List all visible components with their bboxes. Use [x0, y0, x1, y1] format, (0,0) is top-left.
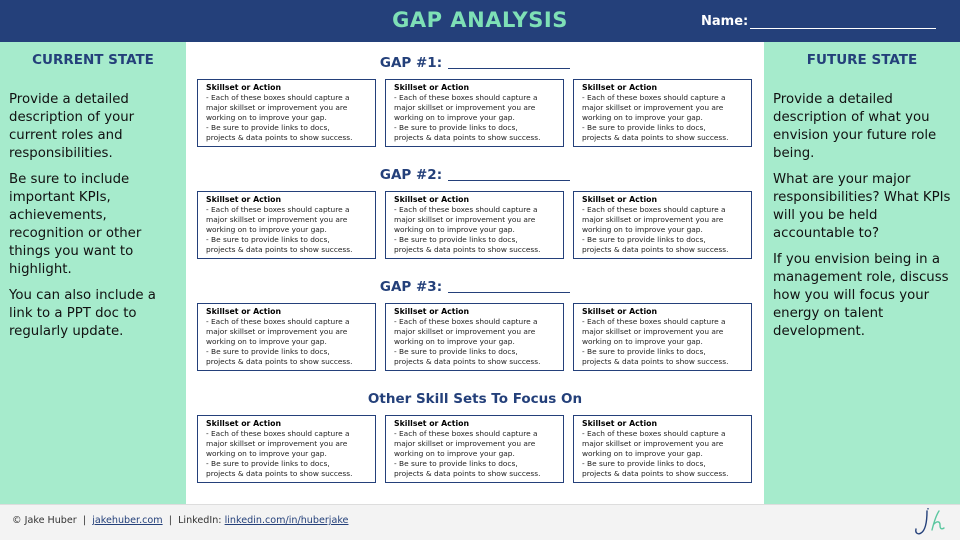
name-field[interactable] [750, 28, 936, 29]
box-text: major skillset or improvement you are [206, 215, 348, 224]
current-state-paragraph: Provide a detailed description of your current roles and responsibilities. [9, 92, 135, 161]
box-text: - Each of these boxes should capture a [582, 317, 726, 326]
box-text: - Each of these boxes should capture a [394, 317, 538, 326]
gap-3-box-1[interactable] [197, 303, 376, 371]
box-heading: Skillset or Action [582, 419, 658, 428]
box-text: major skillset or improvement you are [206, 439, 348, 448]
footer-credits [12, 515, 348, 526]
footer-separator: | [168, 515, 172, 526]
footer [0, 504, 960, 540]
box-text: - Be sure to provide links to docs, [582, 459, 706, 468]
gap-2-box-1[interactable] [197, 191, 376, 259]
gap-3-box-2[interactable] [385, 303, 564, 371]
box-text: - Each of these boxes should capture a [582, 429, 726, 438]
box-text: working on to improve your gap. [206, 337, 327, 346]
box-text: projects & data points to show success. [206, 133, 353, 142]
future-state-paragraph: If you envision being in a management role, discuss how you will focus your energy on talent development. [773, 252, 949, 339]
box-heading: Skillset or Action [394, 195, 470, 204]
website-link[interactable]: jakehuber.com [92, 515, 163, 526]
box-text: projects & data points to show success. [582, 133, 729, 142]
copyright-text: © Jake Huber [12, 515, 77, 526]
box-heading: Skillset or Action [582, 83, 658, 92]
box-text: - Each of these boxes should capture a [394, 93, 538, 102]
box-text: - Be sure to provide links to docs, [394, 347, 518, 356]
other-box-3[interactable] [573, 415, 752, 483]
box-text: working on to improve your gap. [206, 449, 327, 458]
box-heading: Skillset or Action [206, 83, 282, 92]
box-text: projects & data points to show success. [582, 469, 729, 478]
gap-grid [186, 42, 764, 504]
gap-2-box-2[interactable] [385, 191, 564, 259]
box-text: working on to improve your gap. [394, 337, 515, 346]
other-box-1[interactable] [197, 415, 376, 483]
future-state-panel [764, 42, 960, 504]
box-text: working on to improve your gap. [582, 113, 703, 122]
box-text: major skillset or improvement you are [582, 103, 724, 112]
box-text: - Be sure to provide links to docs, [394, 123, 518, 132]
box-text: - Each of these boxes should capture a [206, 429, 350, 438]
jh-logo-icon [912, 508, 948, 538]
box-text: - Each of these boxes should capture a [206, 93, 350, 102]
box-text: major skillset or improvement you are [582, 215, 724, 224]
box-heading: Skillset or Action [582, 195, 658, 204]
box-text: - Each of these boxes should capture a [582, 205, 726, 214]
box-text: major skillset or improvement you are [394, 215, 536, 224]
name-label: Name: [701, 14, 749, 29]
gap-1-title: GAP #1: [186, 55, 764, 71]
current-state-paragraph: You can also include a link to a PPT doc to regularly update. [9, 288, 156, 339]
box-text: major skillset or improvement you are [394, 103, 536, 112]
gap-1-box-1[interactable] [197, 79, 376, 147]
box-text: projects & data points to show success. [582, 357, 729, 366]
box-text: major skillset or improvement you are [582, 439, 724, 448]
box-text: - Be sure to provide links to docs, [394, 235, 518, 244]
gap-2-title: GAP #2: [186, 167, 764, 183]
box-text: working on to improve your gap. [394, 225, 515, 234]
box-text: - Each of these boxes should capture a [582, 93, 726, 102]
box-text: working on to improve your gap. [394, 113, 515, 122]
box-text: - Be sure to provide links to docs, [206, 459, 330, 468]
box-text: working on to improve your gap. [206, 113, 327, 122]
gap-1-box-3[interactable] [573, 79, 752, 147]
box-text: - Be sure to provide links to docs, [206, 235, 330, 244]
box-text: - Be sure to provide links to docs, [582, 235, 706, 244]
box-heading: Skillset or Action [206, 307, 282, 316]
box-text: - Each of these boxes should capture a [206, 205, 350, 214]
future-state-paragraph: Provide a detailed description of what you envision your future role being. [773, 92, 937, 161]
box-text: - Each of these boxes should capture a [394, 205, 538, 214]
box-text: major skillset or improvement you are [206, 327, 348, 336]
box-heading: Skillset or Action [394, 307, 470, 316]
header-bar [0, 0, 960, 42]
box-text: major skillset or improvement you are [394, 327, 536, 336]
box-text: - Be sure to provide links to docs, [206, 123, 330, 132]
box-heading: Skillset or Action [394, 83, 470, 92]
other-box-2[interactable] [385, 415, 564, 483]
box-text: projects & data points to show success. [394, 469, 541, 478]
box-text: major skillset or improvement you are [582, 327, 724, 336]
box-text: - Be sure to provide links to docs, [582, 123, 706, 132]
current-state-title: CURRENT STATE [32, 52, 154, 68]
box-text: projects & data points to show success. [582, 245, 729, 254]
current-state-paragraph: Be sure to include important KPIs, achievements, recognition or other things you want to highlight. [9, 172, 142, 277]
footer-separator: | [82, 515, 87, 526]
box-text: - Be sure to provide links to docs, [582, 347, 706, 356]
box-text: working on to improve your gap. [582, 225, 703, 234]
box-text: major skillset or improvement you are [394, 439, 536, 448]
box-text: - Be sure to provide links to docs, [394, 459, 518, 468]
box-text: projects & data points to show success. [394, 357, 541, 366]
gap-3-box-3[interactable] [573, 303, 752, 371]
future-state-paragraph: What are your major responsibilities? What KPIs will you be held accountable to? [773, 172, 951, 241]
future-state-body [764, 91, 960, 341]
gap-2-box-3[interactable] [573, 191, 752, 259]
box-text: - Be sure to provide links to docs, [206, 347, 330, 356]
future-state-title: FUTURE STATE [806, 52, 918, 68]
gap-1-box-2[interactable] [385, 79, 564, 147]
box-text: projects & data points to show success. [206, 469, 353, 478]
box-text: projects & data points to show success. [394, 245, 541, 254]
box-text: working on to improve your gap. [394, 449, 515, 458]
gap-3-title: GAP #3: [186, 279, 764, 295]
box-text: major skillset or improvement you are [206, 103, 348, 112]
linkedin-label: LinkedIn: [178, 515, 222, 526]
current-state-panel [0, 42, 186, 504]
linkedin-link[interactable]: linkedin.com/in/huberjake [224, 515, 349, 526]
box-text: - Each of these boxes should capture a [394, 429, 538, 438]
box-text: working on to improve your gap. [582, 337, 703, 346]
box-heading: Skillset or Action [582, 307, 658, 316]
box-text: projects & data points to show success. [206, 245, 353, 254]
box-heading: Skillset or Action [394, 419, 470, 428]
box-text: projects & data points to show success. [394, 133, 541, 142]
other-skills-title: Other Skill Sets To Focus On [367, 391, 583, 407]
page-title: GAP ANALYSIS [392, 8, 568, 32]
current-state-body [0, 91, 186, 341]
box-text: projects & data points to show success. [206, 357, 353, 366]
box-heading: Skillset or Action [206, 195, 282, 204]
box-heading: Skillset or Action [206, 419, 282, 428]
box-text: working on to improve your gap. [206, 225, 327, 234]
box-text: working on to improve your gap. [582, 449, 703, 458]
box-text: - Each of these boxes should capture a [206, 317, 350, 326]
